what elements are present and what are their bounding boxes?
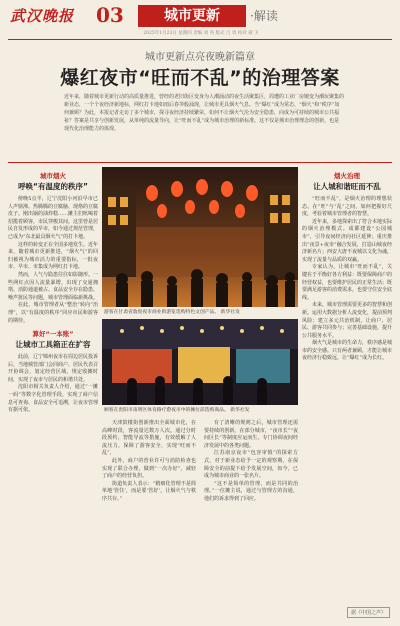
subsection-title: ·解读: [250, 9, 278, 23]
article-byline: 据《中国之声》: [347, 607, 390, 618]
page-metaline: 2025年1月23日 星期四 责编 刘 英 版式 吕 勇 校对 聂 卫: [143, 31, 259, 36]
paragraph: 街道负责人表示：“精细化管理不是简单地‘管住’，而是要‘管好’，让烟火气与秩序共存。”: [102, 480, 196, 502]
section-head: 烟火治理: [334, 172, 360, 180]
night-market-photo: [102, 167, 298, 319]
right-column: [302, 167, 392, 617]
healing-market-photo: [102, 319, 298, 417]
paper-name: 武汉晚报: [10, 7, 75, 25]
paragraph: 这样的转变正在全国多地发生。近年来，随着城市更新推进，“烟火气”的回归被视为城市活力的重要指标，一批夜市、早市、市集成为网红打卡地。: [8, 241, 98, 271]
article-headline: 爆红夜市“旺而不乱”的治理答案: [60, 67, 340, 89]
healing-market-photo-graphic: [102, 319, 298, 405]
article-lead: 近年来，随着城市更新行动的高质量推进，曾经的老旧街区变身为人潮涌动的夜生活聚集区，周遭的工业厂房嬗变为潮玩聚集的新业态，一个个夜经济新地标，网红打卡地如雨后春笋般涌现，让城市更具烟火气息。当“爆红”成为常态，“烟火”和“秩序”如何兼顾？为此，本报记者走访了多个城市，探寻夜经济持续繁荣，如何不让烟火气沦为安全隐患，向成为可持续的城市公共福祉？答案是共享与创新发展，从单纯的流量导向，让“旺而不乱”成为城市治理的新标准。这不仅是城市治理理念的创新，也是现代化治理能力的体现。: [64, 94, 345, 132]
middle-column: [102, 167, 298, 617]
paragraph: 此前，辽宁锦州夜市在周边居民投诉后，当地城管部门会同商户、居民代表召开协调会，划定经营区域、规定收摊时间，实现了夜市与居民的和谐共处。: [8, 354, 98, 383]
page-number: 03: [96, 3, 124, 27]
photo-caption: 顾客在贵阳市南明区体育路疗愈夜市中的摊位前选购商品。 新华社发: [104, 408, 250, 413]
lead-rule: [8, 162, 392, 163]
masthead: [0, 0, 400, 30]
section-subhead: 让城市工具箱正在扩容: [15, 340, 91, 350]
section-head: 城市烟火: [40, 172, 66, 180]
paragraph: 然而，人气与隐患往往如影随形。一些网红点因人流量暴增，出现了交通拥堵、消防通道被占、食品安全存在隐患、噪声扰民等问题，城市管理面临新挑战。: [8, 271, 98, 301]
paragraph: 烟火气是城市的生命力，秩序感是城市的安全感。只有两者兼顾，才能让城市夜经济行稳致远，让“爆红”成为长红。: [302, 340, 392, 362]
paragraph: 傍晚5点半，辽宁沈阳小河沿早市已人声鼎沸。热腾腾的豆腐脑、现烙的豆腐皮子、刚出锅的油炸糕……摊主们吆喝着招揽着顾客，市民穿梭其间。这里曾是居民自发形成的早市，如今通过规范管理，已成为“东北最具烟火气”的打卡地。: [8, 196, 98, 240]
paragraph: 天津鼓楼街创新推出全面城市化，在高峰时段，客流量达数万人次。通过分时段预约、智能导流等措施，有效缓解了人流压力，保障了游客安全，实现“旺而不乱”。: [102, 420, 196, 457]
header-rule: [8, 39, 392, 40]
section-subhead: 呼唤“有温度的秩序”: [18, 182, 88, 191]
paragraph: 沈阳市相关负责人介绍，通过“一摊一码”等数字化管理手段，实现了商户信息可查询、食品安全可追溯，让夜市管理有据可依。: [8, 384, 98, 414]
photo-caption: 游客在甘肃省敦煌夜市商业街游览选购特色文创产品。 新华社发: [104, 310, 240, 315]
paragraph: 未来，城市管理需要更多的智慧和创新。运用大数据分析人流变化，提前预判风险；建立多元共治机制，让商户、居民、游客共同参与；完善基础设施，提升公共服务水平。: [302, 302, 392, 339]
middle-text-left: [102, 420, 196, 504]
section-title: 城市更新: [138, 5, 246, 27]
middle-text-block: [102, 420, 298, 504]
paragraph: 此外，商户的营业许可与消防检查也实现了联合办理，做到“一次办好”，减轻了商户的经营负担。: [102, 457, 196, 480]
paragraph: 有了清晰的规则之后，城市管理还需要持续的创新。在部分城市，“夜市长”“夜间区长”等制度应运而生，专门协调夜间经济发展中的各类问题。: [204, 420, 298, 449]
paragraph: 在此，城市管理者从“整治”转向“治理”，以“有温度的秩序”回应市民和游客的期待。: [8, 302, 98, 324]
photo-credit: 新华社发: [220, 310, 240, 315]
paragraph: “旺而不乱”，是烟火治理的理想状态。在“旺”与“乱”之间，如何把握好尺度，考验着城市管理者的智慧。: [302, 196, 392, 218]
photo-credit: 新华社发: [230, 408, 250, 413]
paragraph: 近年来，多地探索出了符合本地实际的烟火治理模式。成都建设“公园城市”，引导夜间经济向社区延伸；重庆推出“夜景+夜市”融合发展，打造山城夜经济新名片；西安大唐不夜城以文化为魂，实现了流量与品质的双赢。: [302, 218, 392, 263]
middle-text-right: [204, 420, 298, 504]
paragraph: “这不是简单的管理，而是共同的治理。”一位摊主说，通过与管理方的沟通，他们的诉求得到了回应。: [204, 480, 298, 502]
paragraph: 江苏南京夜市“包容审慎”的探索方式，对于新业态给予一定的观察期，在保障安全的前提下给予发展空间，如今，已成为城市商业的一张名片。: [204, 450, 298, 480]
section-subhead: 让人城和谐旺而不乱: [313, 182, 381, 191]
left-column: [8, 167, 98, 617]
night-market-photo-graphic: [102, 167, 298, 307]
paragraph: 专家认为，让城市“旺而不乱”，关键在于平衡好各方利益：既要保障商户的经营权益，也要维护居民的正常生活；既要满足游客的消费需求，也要守住安全底线。: [302, 264, 392, 301]
article-kicker: 城市更新点亮夜晚新篇章: [145, 52, 255, 63]
section-head: 算好“一本账”: [32, 330, 74, 339]
